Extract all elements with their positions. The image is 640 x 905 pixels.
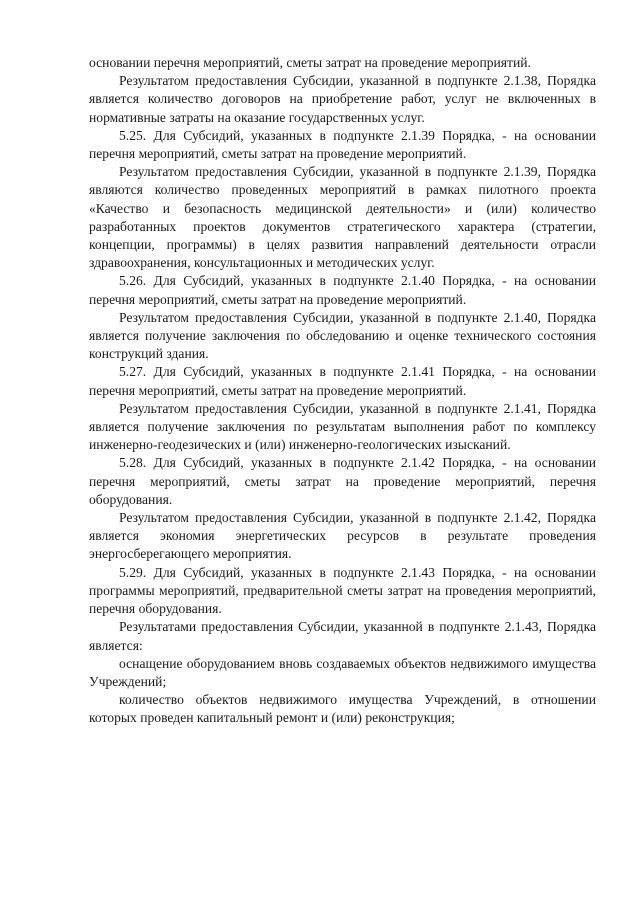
paragraph-result-2-1-38: Результатом предоставления Субсидии, указанной в подпункте 2.1.38, Порядка является количество договоров на приобретение работ, услуг не включенных в нормативные затраты на оказание государственных услуг. [89,73,596,125]
list-item-equipment: оснащение оборудованием вновь создаваемых объектов недвижимого имущества Учреждений; [89,655,596,689]
paragraph-5-28: 5.28. Для Субсидий, указанных в подпункте 2.1.42 Порядка, - на основании перечня мероприятий, сметы затрат на проведение мероприятий, перечня оборудования. [89,455,596,507]
paragraph-5-29: 5.29. Для Субсидий, указанных в подпункте 2.1.43 Порядка, - на основании программы мероприятий, предварительной сметы затрат на проведения мероприятий, перечня оборудования. [89,564,596,617]
paragraph-5-27: 5.27. Для Субсидий, указанных в подпункте 2.1.41 Порядка, - на основании перечня мероприятий, сметы затрат на проведение мероприятий. [89,364,596,398]
paragraph-result-2-1-41: Результатом предоставления Субсидии, указанной в подпункте 2.1.41, Порядка является получение заключения по результатам выполнения работ по комплексу инженерно-геодезических и (или) инженерно-геологических изысканий. [89,400,596,453]
document-page [89,54,596,728]
paragraph-5-25: 5.25. Для Субсидий, указанных в подпункте 2.1.39 Порядка, - на основании перечня мероприятий, сметы затрат на проведение мероприятий. [89,127,596,162]
list-item-repair-count: количество объектов недвижимого имущества Учреждений, в отношении которых проведен капитальный ремонт и (или) реконструкция; [89,692,596,726]
paragraph-continuation: основании перечня мероприятий, сметы затрат на проведение мероприятий. [89,55,531,70]
paragraph-5-26: 5.26. Для Субсидий, указанных в подпункте 2.1.40 Порядка, - на основании перечня мероприятий, сметы затрат на проведение мероприятий. [89,273,596,307]
paragraph-result-2-1-42: Результатом предоставления Субсидии, указанной в подпункте 2.1.42, Порядка является экономия энергетических ресурсов в результате проведения энергосберегающего мероприятия. [89,510,596,562]
paragraph-result-2-1-43: Результатами предоставления Субсидии, указанной в подпункте 2.1.43, Порядка является: [89,619,596,653]
paragraph-result-2-1-39: Результатом предоставления Субсидии, указанной в подпункте 2.1.39, Порядка являются количество проведенных мероприятий в рамках пилотного проекта «Качество и безопасность медицинской деятельности» и (или) количество разработанных проектов документов стратегического характера (стратегии, концепции, программы) в целях развития направлений деятельности отрасли здравоохранения, консультационных и методических услуг. [89,164,596,271]
paragraph-result-2-1-40: Результатом предоставления Субсидии, указанной в подпункте 2.1.40, Порядка является получение заключения по обследованию и оценке технического состояния конструкций здания. [89,309,596,362]
